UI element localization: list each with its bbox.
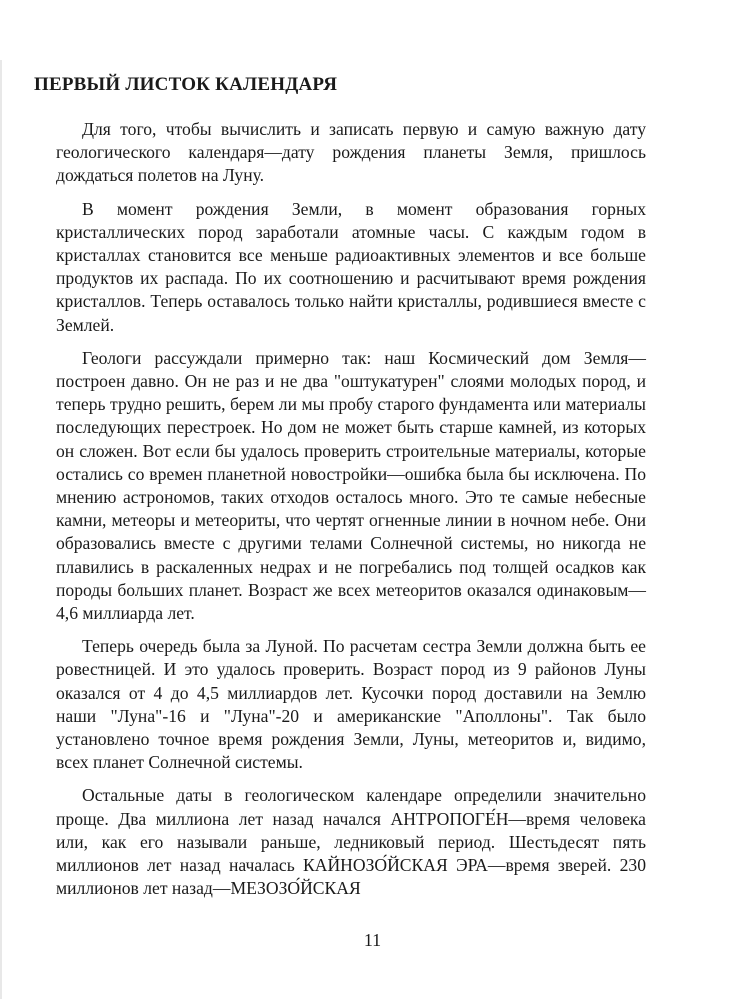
paragraph: Теперь очередь была за Луной. По расчетам сестра Земли должна быть ее ровестницей. И это удалось проверить. Возраст пород из 9 районов Луны оказался от 4 до 4,5 миллиардов лет. Кусочки пород доставили на Землю наши "Луна"-16 и "Луна"-20 и американские "Аполлоны". Так было установлено точное время рождения Земли, Луны, метеоритов и, видимо, всех планет Солнечной системы. (56, 636, 646, 773)
paragraph: Для того, чтобы вычислить и записать первую и самую важную дату геологического календаря—дату рождения планеты Земля, пришлось дождаться полетов на Луну. (56, 119, 646, 186)
page-edge-shadow (0, 0, 2, 999)
chapter-heading: ПЕРВЫЙ ЛИСТОК КАЛЕНДАРЯ (34, 74, 338, 95)
page-number: 11 (363, 930, 382, 950)
paragraph: Геологи рассуждали примерно так: наш Космический дом Земля—построен давно. Он не раз и не два "оштукатурен" слоями молодых пород, и теперь трудно решить, берем ли мы пробу старого фундамента или материалы последующих перестроек. Но дом не может быть старше камней, из которых он сложен. Вот если бы удалось проверить строительные материалы, которые остались со времен планетной новостройки—ошибка была бы исключена. По мнению астрономов, таких отходов осталось много. Это те самые небесные камни, метеоры и метеориты, что чертят огненные линии в ночном небе. Они образовались вместе с другими телами Солнечной системы, но никогда не плавились в раскаленных недрах и не погребались под толщей осадков как породы больших планет. Возраст же всех метеоритов оказался одинаковым—4,6 миллиарда лет. (56, 347, 646, 624)
paragraph: В момент рождения Земли, в момент образования горных кристаллических пород заработали атомные часы. С каждым годом в кристаллах становится все меньше радиоактивных элементов и все больше продуктов их распада. По их соотношению и расчитывают время рождения кристаллов. Теперь оставалось только найти кристаллы, родившиеся вместе с Землей. (56, 198, 646, 335)
paragraph: Остальные даты в геологическом календаре определили значительно проще. Два миллиона лет назад начался АНТРОПОГЕ́Н—время человека или, как его называли раньше, ледниковый период. Шестьдесят пять миллионов лет назад началась КАЙНОЗО́ЙСКАЯ ЭРА—время зверей. 230 миллионов лет назад—МЕЗОЗО́ЙСКАЯ (56, 785, 646, 899)
body-text (56, 118, 646, 911)
